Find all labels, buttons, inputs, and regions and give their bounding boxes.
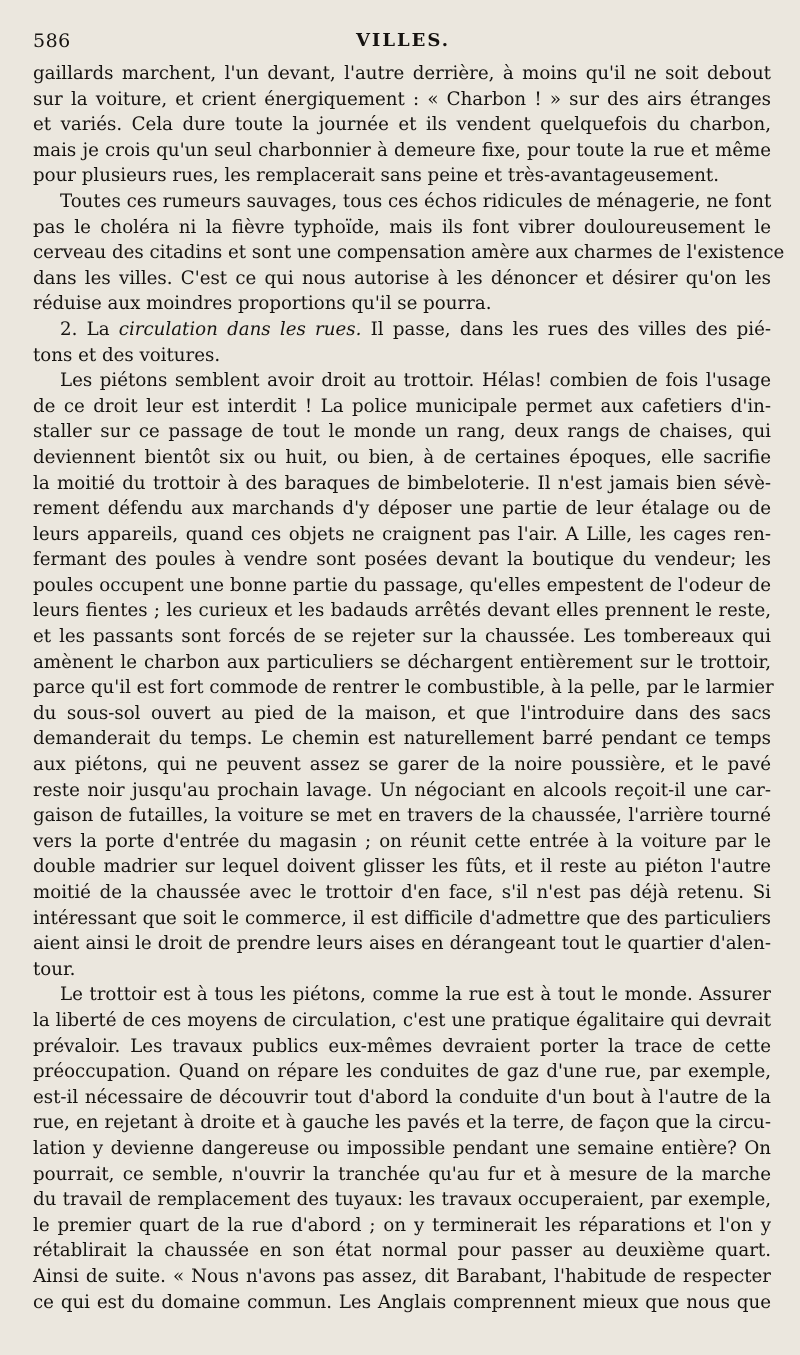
text-line: le premier quart de la rue d'abord ; on y terminerait les réparations et l'on y <box>33 1214 771 1236</box>
text-line: la moitié du trottoir à des baraques de bimbeloterie. Il n'est jamais bien sévè- <box>33 472 771 494</box>
text-line: est-il nécessaire de découvrir tout d'abord la conduite d'un bout à l'autre de la <box>33 1086 771 1108</box>
running-head <box>33 30 773 60</box>
text-line: reste noir jusqu'au prochain lavage. Un négociant en alcools reçoit-il une car- <box>33 779 771 801</box>
text-line: rement défendu aux marchands d'y déposer une partie de leur étalage ou de <box>33 498 771 520</box>
text-line: prévaloir. Les travaux publics eux-mêmes devraient porter la trace de cette <box>33 1035 771 1057</box>
text-line: tons et des voitures. <box>33 344 221 366</box>
text-line: pour plusieurs rues, les remplacerait sans peine et très-avantageusement. <box>33 165 719 187</box>
text-line: pas le choléra ni la fièvre typhoïde, mais ils font vibrer douloureusement le <box>33 216 771 238</box>
text-line: parce qu'il est fort commode de rentrer le combustible, à la pelle, par le larmier <box>33 677 774 699</box>
text-line: la liberté de ces moyens de circulation, c'est une pratique égalitaire qui devrait <box>33 1009 771 1031</box>
text-line: préoccupation. Quand on répare les conduites de gaz d'une rue, par exemple, <box>33 1061 771 1083</box>
running-title: VILLES. <box>355 30 451 51</box>
text-line: du travail de remplacement des tuyaux: les travaux occuperaient, par exemple, <box>33 1189 771 1211</box>
text-line: tour. <box>33 958 76 980</box>
text-line: vers la porte d'entrée du magasin ; on réunit cette entrée à la voiture par le <box>33 830 771 852</box>
text-line: leurs fientes ; les curieux et les badauds arrêtés devant elles prennent le reste, <box>33 600 771 622</box>
text-line: deviennent bientôt six ou huit, ou bien, à de certaines époques, elle sacrifie <box>33 446 771 468</box>
text-line: rétablirait la chaussée en son état normal pour passer au deuxième quart. <box>33 1240 771 1262</box>
text-line: lation y devienne dangereuse ou impossible pendant une semaine entière? On <box>33 1137 771 1159</box>
page-number: 586 <box>33 30 71 52</box>
text-line: aient ainsi le droit de prendre leurs aises en dérangeant tout le quartier d'alen- <box>33 933 771 955</box>
text-line: Le trottoir est à tous les piétons, comme la rue est à tout le monde. Assurer <box>60 984 771 1006</box>
text-line: Les piétons semblent avoir droit au trottoir. Hélas! combien de fois l'usage <box>60 370 771 392</box>
text-line: dans les villes. C'est ce qui nous autorise à les dénoncer et désirer qu'on les <box>33 267 771 289</box>
text-line: et les passants sont forcés de se rejeter sur la chaussée. Les tombereaux qui <box>33 626 771 648</box>
text-line: pourrait, ce semble, n'ouvrir la tranchée qu'au fur et à mesure de la marche <box>33 1163 771 1185</box>
text-line: poules occupent une bonne partie du passage, qu'elles empestent de l'odeur de <box>33 574 771 596</box>
text-line: sur la voiture, et crient énergiquement : « Charbon ! » sur des airs étranges <box>33 88 771 110</box>
text-line: double madrier sur lequel doivent glisser les fûts, et il reste au piéton l'autre <box>33 856 771 878</box>
text-line: mais je crois qu'un seul charbonnier à demeure fixe, pour toute la rue et même <box>33 139 771 161</box>
text-line: staller sur ce passage de tout le monde un rang, deux rangs de chaises, qui <box>33 421 771 443</box>
text-line: ce qui est du domaine commun. Les Anglais comprennent mieux que nous que <box>33 1291 771 1313</box>
text-line: et variés. Cela dure toute la journée et ils vendent quelquefois du charbon, <box>33 114 771 136</box>
text-line: aux piétons, qui ne peuvent assez se garer de la noire poussière, et le pavé <box>33 754 771 776</box>
text-line: du sous-sol ouvert au pied de la maison, et que l'introduire dans des sacs <box>33 702 771 724</box>
text-line: moitié de la chaussée avec le trottoir d'en face, s'il n'est pas déjà retenu. Si <box>33 882 771 903</box>
text-line: leurs appareils, quand ces objets ne craignent pas l'air. A Lille, les cages ren- <box>33 523 771 545</box>
body-text <box>33 61 785 1315</box>
text-line: Toutes ces rumeurs sauvages, tous ces échos ridicules de ménagerie, ne font <box>60 190 772 212</box>
italic-phrase: circulation dans les rues. <box>118 318 362 340</box>
text-line: rue, en rejetant à droite et à gauche les pavés et la terre, de façon que la circu- <box>33 1112 771 1134</box>
text-line: réduise aux moindres proportions qu'il se pourra. <box>33 293 492 315</box>
text-segment: Il passe, dans les rues des villes des pié- <box>361 318 771 340</box>
text-line: gaillards marchent, l'un devant, l'autre derrière, à moins qu'il ne soit debout <box>33 63 771 84</box>
text-line: cerveau des citadins et sont une compensation amère aux charmes de l'existence <box>33 242 785 264</box>
text-line: intéressant que soit le commerce, il est difficile d'admettre que des particuliers <box>33 907 771 929</box>
text-line: gaison de futailles, la voiture se met en travers de la chaussée, l'arrière tourné <box>33 805 771 827</box>
text-line: amènent le charbon aux particuliers se déchargent entièrement sur le trottoir, <box>33 651 771 673</box>
text-segment: 2. La <box>60 318 119 340</box>
text-line: Ainsi de suite. « Nous n'avons pas assez, dit Barabant, l'habitude de respecter <box>33 1265 771 1287</box>
text-line: fermant des poules à vendre sont posées devant la boutique du vendeur; les <box>33 549 771 571</box>
text-line <box>33 317 771 343</box>
text-line: demanderait du temps. Le chemin est naturellement barré pendant ce temps <box>33 728 771 750</box>
text-line: de ce droit leur est interdit ! La police municipale permet aux cafetiers d'in- <box>33 395 771 417</box>
